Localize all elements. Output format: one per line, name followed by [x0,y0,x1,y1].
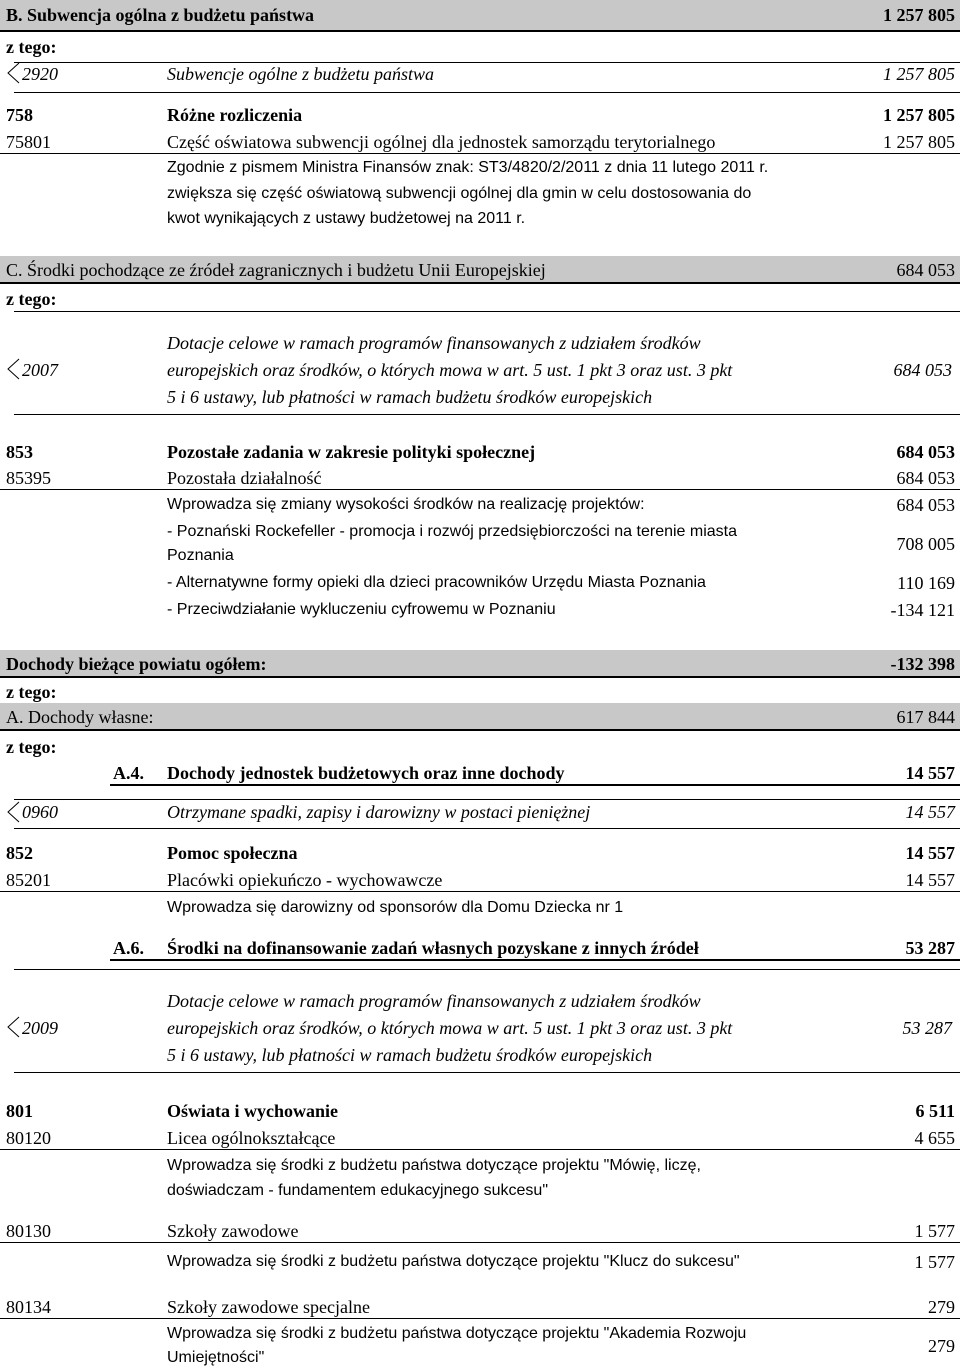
divider [14,969,960,970]
section-b-amount: 1 257 805 [883,5,955,25]
a-title: A. Dochody własne: [6,707,154,727]
bracket-icon [6,801,20,823]
divider [0,891,960,892]
powiat-title: Dochody bieżące powiatu ogółem: [6,654,267,674]
divider [14,92,960,93]
section-b-title: B. Subwencja ogólna z budżetu państwa [6,5,315,25]
divider [14,414,960,415]
bracket-icon [6,358,20,380]
divider [0,153,960,154]
divider [14,62,960,63]
divider [110,959,960,961]
divider [0,1242,960,1243]
section-c-amount: 684 053 [896,260,955,280]
divider [14,1072,960,1073]
a-amount: 617 844 [896,707,955,727]
bracket-icon [6,1016,20,1038]
divider [0,1318,960,1319]
section-c-title: C. Środki pochodzące ze źródeł zagranicznych i budżetu Unii Europejskiej [6,260,546,280]
powiat-amount: -132 398 [890,654,955,674]
divider [110,784,960,786]
divider [14,828,960,829]
divider [0,1149,960,1150]
divider [14,799,960,800]
divider [0,489,960,490]
divider [14,311,960,312]
bracket-icon [6,62,20,84]
